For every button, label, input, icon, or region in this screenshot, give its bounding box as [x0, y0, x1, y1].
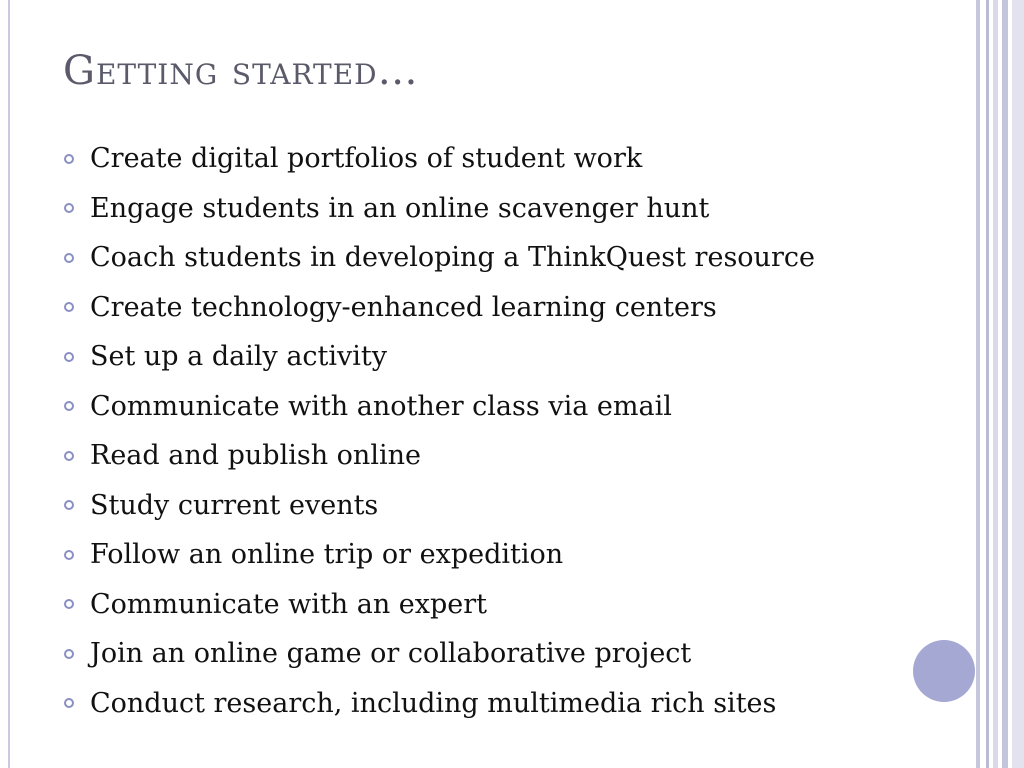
- bullet-item: [64, 184, 815, 234]
- bullet-circle-icon: [64, 599, 74, 609]
- bullet-item: [64, 431, 815, 481]
- bullet-item: [64, 629, 815, 679]
- stripe: [976, 0, 980, 768]
- stripe: [1002, 0, 1008, 768]
- bullet-text: Set up a daily activity: [90, 341, 388, 373]
- bullet-text: Create digital portfolios of student work: [90, 143, 643, 175]
- bullet-text: Study current events: [90, 489, 379, 521]
- bullet-item: [64, 332, 815, 382]
- bullet-item: [64, 233, 815, 283]
- left-border-line: [8, 0, 10, 768]
- bullet-item: [64, 382, 815, 432]
- bullet-text: Create technology-enhanced learning centers: [90, 291, 717, 323]
- bullet-circle-icon: [64, 253, 74, 263]
- bullet-circle-icon: [64, 203, 74, 213]
- bullet-circle-icon: [64, 451, 74, 461]
- stripe: [993, 0, 998, 768]
- bullet-text: Follow an online trip or expedition: [90, 539, 564, 571]
- stripe: [986, 0, 989, 768]
- bullet-text: Communicate with an expert: [90, 588, 488, 620]
- bullet-text: Coach students in developing a ThinkQuest resource: [90, 242, 815, 274]
- bullet-circle-icon: [64, 550, 74, 560]
- bullet-text: Read and publish online: [90, 440, 421, 472]
- right-decorative-stripes: [976, 0, 1024, 768]
- bullet-text: Communicate with another class via email: [90, 390, 672, 422]
- bullet-circle-icon: [64, 401, 74, 411]
- bullet-circle-icon: [64, 500, 74, 510]
- stripe: [1012, 0, 1024, 768]
- bullet-list: [64, 134, 815, 728]
- bullet-item: [64, 283, 815, 333]
- bullet-item: [64, 481, 815, 531]
- bullet-text: Conduct research, including multimedia rich sites: [90, 687, 777, 719]
- slide-title: Getting started…: [63, 48, 419, 94]
- bullet-circle-icon: [64, 154, 74, 164]
- bullet-circle-icon: [64, 649, 74, 659]
- bullet-item: [64, 530, 815, 580]
- bullet-item: [64, 580, 815, 630]
- bullet-text: Join an online game or collaborative project: [90, 638, 692, 670]
- bullet-item: [64, 134, 815, 184]
- bullet-circle-icon: [64, 352, 74, 362]
- decorative-circle-icon: [913, 640, 975, 702]
- bullet-circle-icon: [64, 302, 74, 312]
- bullet-item: [64, 679, 815, 729]
- bullet-circle-icon: [64, 698, 74, 708]
- bullet-text: Engage students in an online scavenger hunt: [90, 192, 710, 224]
